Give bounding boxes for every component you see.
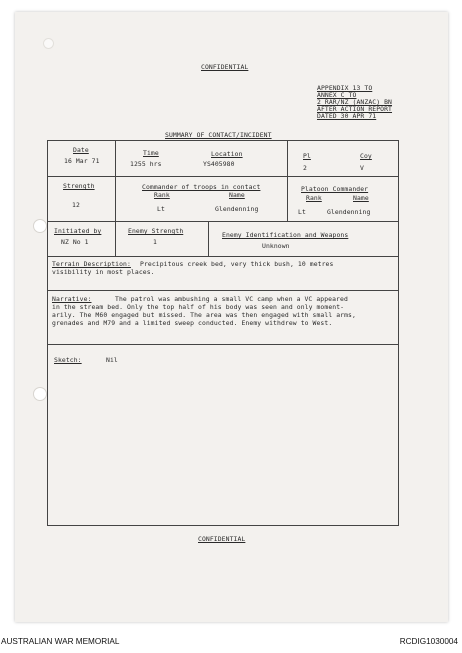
platoon-commander-label: Platoon Commander (301, 185, 369, 193)
platoon-label: Pl (303, 152, 311, 160)
enemy-identification-value: Unknown (262, 242, 290, 250)
company-label: Coy (360, 152, 372, 160)
terrain-line-1: Precipitous creek bed, very thick bush, 10 metres (140, 260, 334, 268)
initiated-by-label: Initiated by (54, 227, 102, 235)
platoon-commander-rank-label: Rank (306, 194, 322, 202)
classification-top: CONFIDENTIAL (201, 63, 249, 71)
punch-hole-1 (33, 219, 47, 233)
narrative-label: Narrative: (52, 295, 92, 303)
sketch-value: Nil (106, 356, 118, 364)
footer-record-id: RCDIG1030004 (399, 637, 458, 646)
form-title: SUMMARY OF CONTACT/INCIDENT (165, 131, 272, 139)
enemy-strength-label: Enemy Strength (128, 227, 184, 235)
platoon-commander-name-label: Name (353, 194, 369, 202)
unit-ref: 2 RAR/NZ (ANZAC) BN (317, 98, 393, 106)
narrative-line-1: The patrol was ambushing a small VC camp when a VC appeared (115, 295, 348, 303)
commander-name-value: Glendenning (215, 205, 259, 213)
contact-form-box (47, 140, 399, 526)
classification-bottom: CONFIDENTIAL (198, 535, 246, 543)
initiated-by-value: NZ No 1 (61, 238, 89, 246)
commander-rank-label: Rank (154, 191, 170, 199)
terrain-label: Terrain Description: (52, 260, 131, 268)
appendix-ref: APPENDIX 13 TO (317, 84, 373, 92)
commander-rank-value: Lt (157, 205, 165, 213)
enemy-strength-value: 1 (153, 238, 157, 246)
company-value: V (360, 164, 364, 172)
commander-name-label: Name (229, 191, 245, 199)
narrative-line-2: in the stream bed. Only the top half of his body was seen and only moment- (52, 303, 345, 311)
punch-hole-3 (43, 38, 54, 49)
col-divider-1 (115, 140, 116, 222)
narrative-line-4: grenades and M79 and a limited sweep conducted. Enemy withdrew to West. (52, 319, 333, 327)
strength-label: Strength (63, 182, 95, 190)
punch-hole-2 (33, 387, 47, 401)
row-divider-3 (47, 256, 398, 257)
platoon-commander-rank-value: Lt (298, 208, 306, 216)
date-label: Date (73, 146, 89, 154)
row-divider-1 (47, 176, 398, 177)
time-value: 1255 hrs (130, 160, 162, 168)
narrative-line-3: arily. The M60 engaged but missed. The area was then engaged with small arms, (52, 311, 356, 319)
enemy-identification-label: Enemy Identification and Weapons (222, 231, 349, 239)
location-value: YS405980 (203, 160, 235, 168)
terrain-line-2: visibility in most places. (52, 268, 155, 276)
col-divider-2 (287, 140, 288, 222)
annex-ref: ANNEX C TO (317, 91, 357, 99)
footer-archive-name: AUSTRALIAN WAR MEMORIAL (1, 637, 120, 646)
report-ref: AFTER ACTION REPORT (317, 105, 393, 113)
dated-ref: DATED 30 APR 71 (317, 112, 377, 120)
col-divider-4 (208, 221, 209, 257)
row-divider-2 (47, 221, 398, 222)
platoon-value: 2 (303, 164, 307, 172)
commander-label: Commander of troops in contact (142, 183, 261, 191)
platoon-commander-name-value: Glendenning (327, 208, 371, 216)
row-divider-5 (47, 344, 398, 345)
time-label: Time (143, 149, 159, 157)
location-label: Location (211, 150, 243, 158)
col-divider-3 (115, 221, 116, 257)
strength-value: 12 (72, 201, 80, 209)
row-divider-4 (47, 290, 398, 291)
date-value: 16 Mar 71 (64, 157, 100, 165)
sketch-label: Sketch: (54, 356, 82, 364)
